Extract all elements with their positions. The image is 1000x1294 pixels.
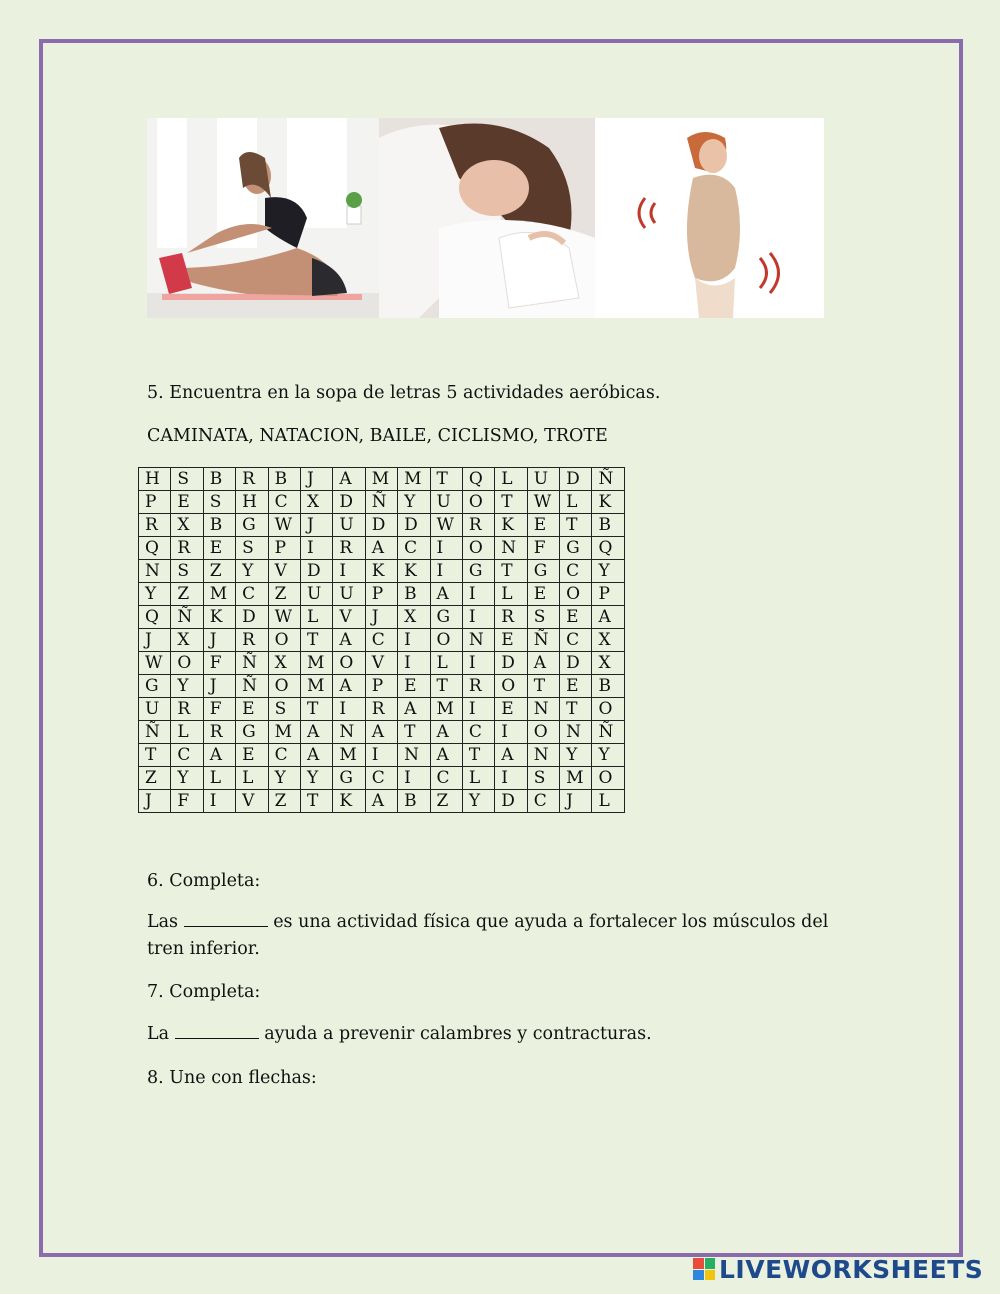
word-search-cell[interactable]: T xyxy=(398,721,430,744)
word-search-cell[interactable]: H xyxy=(139,468,171,491)
word-search-cell[interactable]: J xyxy=(139,629,171,652)
word-search-cell[interactable]: I xyxy=(430,537,462,560)
word-search-cell[interactable]: Y xyxy=(171,767,203,790)
word-search-row xyxy=(139,698,625,721)
word-search-cell[interactable]: Ñ xyxy=(236,652,268,675)
word-search-cell[interactable]: T xyxy=(527,675,559,698)
word-search-row xyxy=(139,583,625,606)
word-search-cell[interactable]: L xyxy=(236,767,268,790)
word-search-cell[interactable]: B xyxy=(203,468,235,491)
word-search-row xyxy=(139,721,625,744)
word-search-cell[interactable]: V xyxy=(236,790,268,813)
word-search-cell[interactable]: E xyxy=(527,514,559,537)
word-search-cell[interactable]: I xyxy=(462,698,494,721)
word-search-cell[interactable]: R xyxy=(365,698,397,721)
word-search-cell[interactable]: T xyxy=(495,560,527,583)
word-search-row xyxy=(139,744,625,767)
word-search-cell[interactable]: B xyxy=(268,468,300,491)
word-search-cell[interactable]: U xyxy=(333,583,365,606)
word-search-cell[interactable]: K xyxy=(365,560,397,583)
word-search-cell[interactable]: N xyxy=(495,537,527,560)
word-search-cell[interactable]: B xyxy=(592,514,624,537)
word-search-row xyxy=(139,537,625,560)
word-search-cell[interactable]: A xyxy=(333,468,365,491)
word-search-cell[interactable]: R xyxy=(495,606,527,629)
word-search-cell[interactable]: Q xyxy=(139,537,171,560)
question-6-blank[interactable] xyxy=(184,910,268,927)
word-search-cell[interactable]: G xyxy=(430,606,462,629)
word-search-cell[interactable]: M xyxy=(300,652,332,675)
word-search-cell[interactable]: I xyxy=(462,606,494,629)
word-search-cell[interactable]: B xyxy=(592,675,624,698)
word-search-cell[interactable]: Z xyxy=(139,767,171,790)
word-search-cell[interactable]: X xyxy=(592,652,624,675)
word-search-cell[interactable]: I xyxy=(495,721,527,744)
word-search-cell[interactable]: L xyxy=(495,468,527,491)
word-search-row xyxy=(139,767,625,790)
liveworksheets-icon xyxy=(693,1258,715,1280)
word-search-cell[interactable]: X xyxy=(171,514,203,537)
word-search-cell[interactable]: O xyxy=(495,675,527,698)
word-search-cell[interactable]: V xyxy=(365,652,397,675)
word-search-cell[interactable]: B xyxy=(398,583,430,606)
word-search-cell[interactable]: D xyxy=(300,560,332,583)
word-search-cell[interactable]: K xyxy=(592,491,624,514)
word-search-cell[interactable]: Z xyxy=(171,583,203,606)
word-search-row xyxy=(139,652,625,675)
word-search-cell[interactable]: A xyxy=(333,675,365,698)
word-search-cell[interactable]: I xyxy=(398,629,430,652)
question-6-sentence xyxy=(147,909,837,963)
word-search-cell[interactable]: N xyxy=(139,560,171,583)
word-search-cell[interactable]: M xyxy=(333,744,365,767)
word-search-cell[interactable]: I xyxy=(333,698,365,721)
word-search-cell[interactable]: D xyxy=(560,652,592,675)
word-search-cell[interactable]: M xyxy=(203,583,235,606)
word-search-cell[interactable]: A xyxy=(430,721,462,744)
word-search-cell[interactable]: F xyxy=(203,652,235,675)
word-search-cell[interactable]: P xyxy=(365,583,397,606)
word-search-cell[interactable]: D xyxy=(333,491,365,514)
word-search-cell[interactable]: Ñ xyxy=(527,629,559,652)
word-search-cell[interactable]: C xyxy=(365,629,397,652)
word-search-cell[interactable]: M xyxy=(430,698,462,721)
word-search-cell[interactable]: A xyxy=(430,744,462,767)
word-search-cell[interactable]: T xyxy=(560,514,592,537)
question-5-word-list: CAMINATA, NATACION, BAILE, CICLISMO, TROTE xyxy=(147,426,608,446)
question-8-title: 8. Une con flechas: xyxy=(147,1068,317,1088)
word-search-cell[interactable]: N xyxy=(527,698,559,721)
word-search-cell[interactable]: Q xyxy=(462,468,494,491)
word-search-cell[interactable]: C xyxy=(171,744,203,767)
word-search-row xyxy=(139,491,625,514)
word-search-cell[interactable]: X xyxy=(300,491,332,514)
word-search-cell[interactable]: C xyxy=(560,629,592,652)
word-search-cell[interactable]: J xyxy=(560,790,592,813)
word-search-cell[interactable]: I xyxy=(495,767,527,790)
word-search-cell[interactable]: O xyxy=(527,721,559,744)
word-search-cell[interactable]: C xyxy=(560,560,592,583)
word-search-cell[interactable]: C xyxy=(398,537,430,560)
word-search-cell[interactable]: Ñ xyxy=(592,468,624,491)
word-search-cell[interactable]: R xyxy=(171,537,203,560)
word-search-cell[interactable]: T xyxy=(495,491,527,514)
word-search-cell[interactable]: Y xyxy=(592,560,624,583)
word-search-cell[interactable]: Y xyxy=(398,491,430,514)
word-search-cell[interactable]: E xyxy=(560,606,592,629)
word-search-cell[interactable]: U xyxy=(300,583,332,606)
question-7-sentence xyxy=(147,1021,837,1048)
word-search-cell[interactable]: A xyxy=(495,744,527,767)
word-search-cell[interactable]: M xyxy=(560,767,592,790)
word-search-cell[interactable]: F xyxy=(203,698,235,721)
word-search-cell[interactable]: S xyxy=(171,468,203,491)
word-search-cell[interactable]: Z xyxy=(268,583,300,606)
word-search-cell[interactable]: Ñ xyxy=(365,491,397,514)
word-search-cell[interactable]: M xyxy=(300,675,332,698)
word-search-cell[interactable]: E xyxy=(398,675,430,698)
word-search-cell[interactable]: J xyxy=(203,629,235,652)
word-search-cell[interactable]: Y xyxy=(300,767,332,790)
word-search-cell[interactable]: R xyxy=(139,514,171,537)
word-search-cell[interactable]: X xyxy=(268,652,300,675)
word-search-grid xyxy=(138,467,625,813)
word-search-cell[interactable]: G xyxy=(236,514,268,537)
word-search-row xyxy=(139,606,625,629)
word-search-cell[interactable]: U xyxy=(527,468,559,491)
word-search-cell[interactable]: I xyxy=(398,652,430,675)
word-search-cell[interactable]: A xyxy=(300,744,332,767)
word-search-cell[interactable]: M xyxy=(268,721,300,744)
word-search-cell[interactable]: R xyxy=(171,698,203,721)
word-search-cell[interactable]: E xyxy=(495,629,527,652)
word-search-cell[interactable]: Y xyxy=(236,560,268,583)
word-search-cell[interactable]: Ñ xyxy=(592,721,624,744)
word-search-cell[interactable]: O xyxy=(430,629,462,652)
word-search-cell[interactable]: O xyxy=(592,698,624,721)
word-search-cell[interactable]: Ñ xyxy=(236,675,268,698)
word-search-cell[interactable]: R xyxy=(462,514,494,537)
posture-photo xyxy=(595,118,824,318)
word-search-cell[interactable]: Y xyxy=(560,744,592,767)
word-search-cell[interactable]: D xyxy=(495,652,527,675)
question-5-title: 5. Encuentra en la sopa de letras 5 actividades aeróbicas. xyxy=(147,383,661,403)
brand-text: LIVEWORKSHEETS xyxy=(719,1254,984,1284)
word-search-cell[interactable]: F xyxy=(171,790,203,813)
word-search-cell[interactable]: A xyxy=(300,721,332,744)
word-search-cell[interactable]: L xyxy=(203,767,235,790)
word-search-row xyxy=(139,675,625,698)
word-search-cell[interactable]: B xyxy=(398,790,430,813)
word-search-cell[interactable]: N xyxy=(462,629,494,652)
word-search-cell[interactable]: Y xyxy=(171,675,203,698)
word-search-cell[interactable]: I xyxy=(398,767,430,790)
word-search-cell[interactable]: A xyxy=(365,537,397,560)
word-search-cell[interactable]: A xyxy=(333,629,365,652)
word-search-cell[interactable]: E xyxy=(171,491,203,514)
word-search-cell[interactable]: C xyxy=(268,491,300,514)
word-search-cell[interactable]: P xyxy=(139,491,171,514)
word-search-cell[interactable]: O xyxy=(333,652,365,675)
word-search-cell[interactable]: X xyxy=(398,606,430,629)
word-search-cell[interactable]: A xyxy=(527,652,559,675)
word-search-row xyxy=(139,560,625,583)
word-search-cell[interactable]: Y xyxy=(462,790,494,813)
word-search-cell[interactable]: U xyxy=(430,491,462,514)
word-search-cell[interactable]: T xyxy=(139,744,171,767)
word-search-cell[interactable]: R xyxy=(236,629,268,652)
word-search-cell[interactable]: A xyxy=(430,583,462,606)
word-search-cell[interactable]: A xyxy=(398,698,430,721)
word-search-cell[interactable]: D xyxy=(495,790,527,813)
word-search-cell[interactable]: E xyxy=(236,698,268,721)
word-search-cell[interactable]: E xyxy=(527,583,559,606)
word-search-cell[interactable]: Ñ xyxy=(171,606,203,629)
question-6-prefix: Las xyxy=(147,912,179,932)
word-search-cell[interactable]: T xyxy=(300,629,332,652)
word-search-cell[interactable]: N xyxy=(527,744,559,767)
word-search-cell[interactable]: C xyxy=(236,583,268,606)
word-search-cell[interactable]: V xyxy=(268,560,300,583)
word-search-cell[interactable]: V xyxy=(333,606,365,629)
word-search-cell[interactable]: T xyxy=(300,790,332,813)
word-search-cell[interactable]: D xyxy=(236,606,268,629)
word-search-cell[interactable]: A xyxy=(203,744,235,767)
word-search-cell[interactable]: U xyxy=(333,514,365,537)
word-search-cell[interactable]: R xyxy=(203,721,235,744)
word-search-cell[interactable]: X xyxy=(171,629,203,652)
word-search-cell[interactable]: L xyxy=(462,767,494,790)
word-search-cell[interactable]: C xyxy=(365,767,397,790)
word-search-cell[interactable]: C xyxy=(527,790,559,813)
word-search-cell[interactable]: T xyxy=(462,744,494,767)
word-search-cell[interactable]: G xyxy=(462,560,494,583)
word-search-cell[interactable]: L xyxy=(560,491,592,514)
word-search-cell[interactable]: O xyxy=(462,491,494,514)
question-6-title: 6. Completa: xyxy=(147,871,261,891)
word-search-cell[interactable]: M xyxy=(365,468,397,491)
word-search-cell[interactable]: I xyxy=(365,744,397,767)
word-search-cell[interactable]: Z xyxy=(430,790,462,813)
word-search-cell[interactable]: A xyxy=(592,606,624,629)
word-search-row xyxy=(139,514,625,537)
word-search-cell[interactable]: I xyxy=(333,560,365,583)
word-search-cell[interactable]: J xyxy=(365,606,397,629)
word-search-cell[interactable]: C xyxy=(430,767,462,790)
word-search-cell[interactable]: N xyxy=(398,744,430,767)
word-search-cell[interactable]: K xyxy=(398,560,430,583)
word-search-cell[interactable]: N xyxy=(333,721,365,744)
word-search-cell[interactable]: L xyxy=(430,652,462,675)
word-search-cell[interactable]: P xyxy=(592,583,624,606)
word-search-cell[interactable]: Z xyxy=(268,790,300,813)
word-search-cell[interactable]: T xyxy=(430,675,462,698)
word-search-cell[interactable]: L xyxy=(300,606,332,629)
word-search-cell[interactable]: Y xyxy=(268,767,300,790)
word-search-cell[interactable]: O xyxy=(268,629,300,652)
word-search-cell[interactable]: W xyxy=(268,514,300,537)
word-search-cell[interactable]: O xyxy=(268,675,300,698)
word-search-cell[interactable]: S xyxy=(203,491,235,514)
word-search-cell[interactable]: M xyxy=(398,468,430,491)
word-search-cell[interactable]: C xyxy=(462,721,494,744)
word-search-cell[interactable]: G xyxy=(527,560,559,583)
word-search-cell[interactable]: N xyxy=(560,721,592,744)
sleeping-photo xyxy=(379,118,595,318)
word-search-cell[interactable]: U xyxy=(139,698,171,721)
word-search-cell[interactable]: B xyxy=(203,514,235,537)
word-search-cell[interactable]: L xyxy=(592,790,624,813)
word-search-cell[interactable]: Q xyxy=(139,606,171,629)
stretching-photo xyxy=(147,118,379,318)
liveworksheets-logo xyxy=(693,1254,983,1284)
word-search-row xyxy=(139,468,625,491)
word-search-cell[interactable]: R xyxy=(333,537,365,560)
word-search-cell[interactable]: Q xyxy=(592,537,624,560)
word-search-cell[interactable]: A xyxy=(365,721,397,744)
word-search-cell[interactable]: A xyxy=(365,790,397,813)
word-search-cell[interactable]: I xyxy=(300,537,332,560)
word-search-cell[interactable]: R xyxy=(462,675,494,698)
question-7-suffix: ayuda a prevenir calambres y contracturas. xyxy=(264,1024,652,1044)
word-search-cell[interactable]: E xyxy=(203,537,235,560)
question-7-prefix: La xyxy=(147,1024,170,1044)
word-search-cell[interactable]: S xyxy=(268,698,300,721)
word-search-cell[interactable]: G xyxy=(333,767,365,790)
word-search-cell[interactable]: D xyxy=(398,514,430,537)
word-search-cell[interactable]: E xyxy=(560,675,592,698)
word-search-cell[interactable]: G xyxy=(560,537,592,560)
word-search-cell[interactable]: L xyxy=(171,721,203,744)
word-search-cell[interactable]: K xyxy=(495,514,527,537)
word-search-cell[interactable]: J xyxy=(203,675,235,698)
word-search-cell[interactable]: I xyxy=(462,652,494,675)
word-search-cell[interactable]: E xyxy=(236,744,268,767)
word-search-cell[interactable]: O xyxy=(171,652,203,675)
word-search-cell[interactable]: X xyxy=(592,629,624,652)
word-search-cell[interactable]: S xyxy=(236,537,268,560)
word-search-cell[interactable]: Ñ xyxy=(139,721,171,744)
word-search-cell[interactable]: F xyxy=(527,537,559,560)
word-search-cell[interactable]: C xyxy=(268,744,300,767)
word-search-cell[interactable]: T xyxy=(300,698,332,721)
word-search-row xyxy=(139,790,625,813)
word-search-cell[interactable]: P xyxy=(268,537,300,560)
word-search-cell[interactable]: I xyxy=(203,790,235,813)
question-6-suffix: es una actividad física que ayuda a fortalecer los músculos del tren inferior. xyxy=(147,912,829,959)
word-search-cell[interactable]: L xyxy=(495,583,527,606)
word-search-cell[interactable]: E xyxy=(495,698,527,721)
word-search-cell[interactable]: K xyxy=(203,606,235,629)
photo-strip xyxy=(147,118,824,318)
word-search-cell[interactable]: P xyxy=(365,675,397,698)
word-search-cell[interactable]: Z xyxy=(203,560,235,583)
word-search-cell[interactable]: Y xyxy=(139,583,171,606)
word-search-cell[interactable]: S xyxy=(171,560,203,583)
word-search-cell[interactable]: W xyxy=(527,491,559,514)
word-search-cell[interactable]: O xyxy=(592,767,624,790)
word-search-cell[interactable]: W xyxy=(139,652,171,675)
word-search-cell[interactable]: S xyxy=(527,767,559,790)
word-search-cell[interactable]: O xyxy=(462,537,494,560)
word-search-cell[interactable]: T xyxy=(430,468,462,491)
word-search-cell[interactable]: W xyxy=(268,606,300,629)
word-search-cell[interactable]: D xyxy=(365,514,397,537)
word-search-cell[interactable]: I xyxy=(462,583,494,606)
word-search-cell[interactable]: R xyxy=(236,468,268,491)
word-search-cell[interactable]: J xyxy=(300,468,332,491)
word-search-cell[interactable]: J xyxy=(300,514,332,537)
word-search-cell[interactable]: S xyxy=(527,606,559,629)
word-search-cell[interactable]: O xyxy=(560,583,592,606)
word-search-cell[interactable]: I xyxy=(430,560,462,583)
word-search-cell[interactable]: T xyxy=(560,698,592,721)
word-search-cell[interactable]: Y xyxy=(592,744,624,767)
word-search-cell[interactable]: G xyxy=(139,675,171,698)
word-search-cell[interactable]: J xyxy=(139,790,171,813)
question-7-blank[interactable] xyxy=(175,1022,259,1039)
word-search-cell[interactable]: K xyxy=(333,790,365,813)
word-search-cell[interactable]: W xyxy=(430,514,462,537)
word-search-row xyxy=(139,629,625,652)
word-search-cell[interactable]: D xyxy=(560,468,592,491)
word-search-cell[interactable]: G xyxy=(236,721,268,744)
word-search-cell[interactable]: H xyxy=(236,491,268,514)
question-7-title: 7. Completa: xyxy=(147,982,261,1002)
